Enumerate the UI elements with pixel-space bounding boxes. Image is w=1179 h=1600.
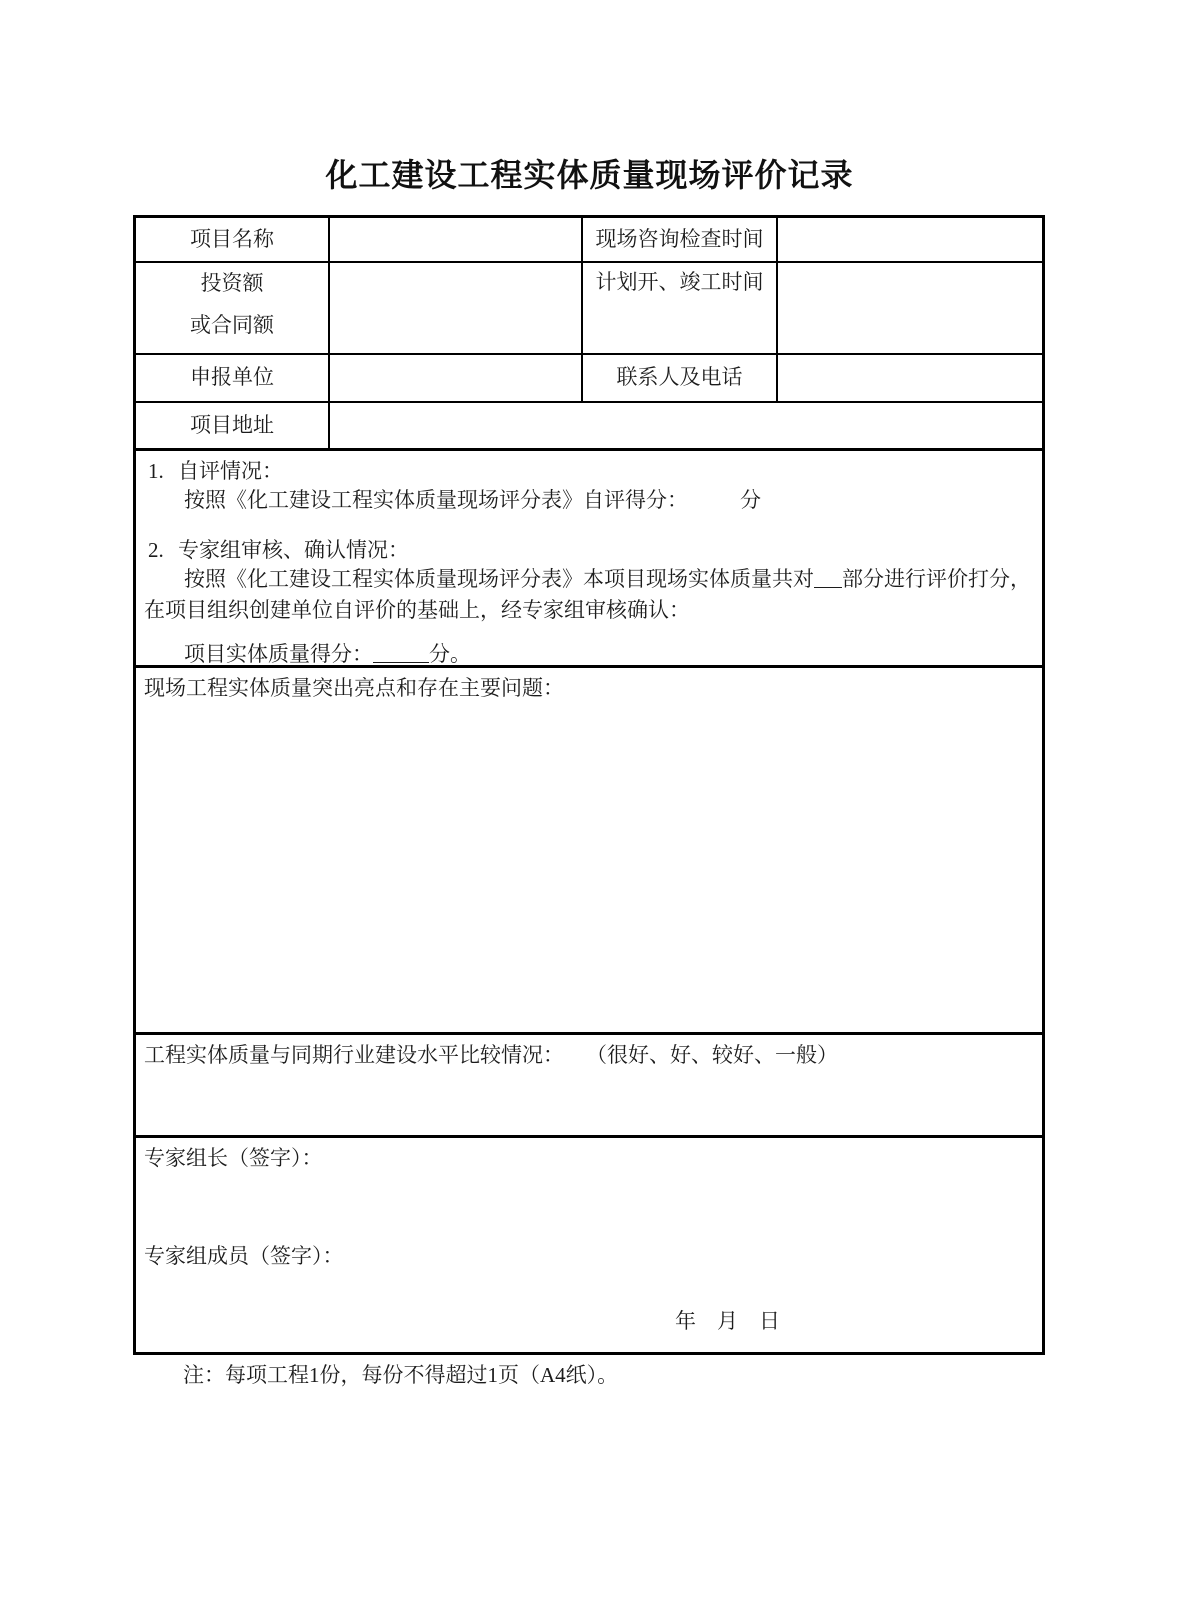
contact-label: 联系人及电话 xyxy=(583,355,778,401)
inspection-time-field[interactable] xyxy=(778,218,1042,261)
comparison-line xyxy=(144,1043,1034,1069)
address-label: 项目地址 xyxy=(136,403,330,448)
investment-field[interactable] xyxy=(330,263,583,353)
self-eval-item xyxy=(144,459,1034,483)
expert-body-before-blank: 按照《化工建设工程实体质量现场评分表》本项目现场实体质量共对 xyxy=(184,568,814,591)
evaluation-summary-section xyxy=(136,451,1042,668)
leader-signature-label: 专家组长（签字）： xyxy=(144,1147,323,1170)
date-line: 年 月 日 xyxy=(675,1309,780,1333)
investment-label xyxy=(136,263,330,353)
investment-label-line1: 投资额 xyxy=(200,272,264,295)
evaluation-form xyxy=(133,215,1045,1355)
members-signature-label: 专家组成员（签字）： xyxy=(144,1245,344,1268)
self-eval-score-prefix: 按照《化工建设工程实体质量现场评分表》自评得分： xyxy=(184,489,688,512)
final-score-unit: 分。 xyxy=(429,643,471,666)
comparison-section xyxy=(136,1035,1042,1138)
highlights-heading: 现场工程实体质量突出亮点和存在主要问题： xyxy=(144,677,564,700)
schedule-label: 计划开、竣工时间 xyxy=(583,263,778,353)
row-project-name xyxy=(136,218,1042,263)
inspection-time-label: 现场咨询检查时间 xyxy=(583,218,778,261)
applicant-field[interactable] xyxy=(330,355,583,401)
highlights-section xyxy=(136,668,1042,1035)
expert-review-body-line2: 在项目组织创建单位自评价的基础上，经专家组审核确认： xyxy=(144,599,690,622)
applicant-label: 申报单位 xyxy=(136,355,330,401)
final-score-blank[interactable] xyxy=(373,643,429,663)
row-address xyxy=(136,403,1042,451)
project-name-field[interactable] xyxy=(330,218,583,261)
expert-review-body-line1 xyxy=(144,567,1034,593)
item-1-number: 1. xyxy=(148,459,164,483)
comparison-heading: 工程实体质量与同期行业建设水平比较情况： xyxy=(144,1044,564,1067)
contact-field[interactable] xyxy=(778,355,1042,401)
members-signature-area[interactable] xyxy=(144,1270,1034,1308)
self-eval-score-line xyxy=(144,488,1034,514)
schedule-field[interactable] xyxy=(778,263,1042,353)
comparison-writing-area[interactable] xyxy=(144,1069,1034,1135)
investment-label-line2: 或合同额 xyxy=(190,314,274,337)
self-eval-score-unit: 分 xyxy=(740,489,761,512)
row-investment xyxy=(136,263,1042,355)
final-score-line xyxy=(144,642,1034,668)
page-title: 化工建设工程实体质量现场评价记录 xyxy=(325,157,854,193)
parts-count-blank[interactable] xyxy=(814,568,842,588)
self-eval-heading: 自评情况： xyxy=(178,459,283,483)
leader-signature-area[interactable] xyxy=(144,1172,1034,1244)
final-score-label: 项目实体质量得分： xyxy=(184,643,373,666)
address-field[interactable] xyxy=(330,403,1042,448)
project-name-label: 项目名称 xyxy=(136,218,330,261)
expert-review-item xyxy=(144,538,1034,562)
expert-review-heading: 专家组审核、确认情况： xyxy=(178,538,409,562)
comparison-options: （很好、好、较好、一般） xyxy=(586,1044,838,1067)
item-2-number: 2. xyxy=(148,538,164,562)
expert-body-after-blank: 部分进行评价打分， xyxy=(842,568,1031,591)
highlights-writing-area[interactable] xyxy=(144,702,1034,1032)
signatures-section xyxy=(136,1138,1042,1352)
footnote: 注：每项工程1份，每份不得超过1页（A4纸）。 xyxy=(183,1363,619,1387)
row-applicant xyxy=(136,355,1042,403)
